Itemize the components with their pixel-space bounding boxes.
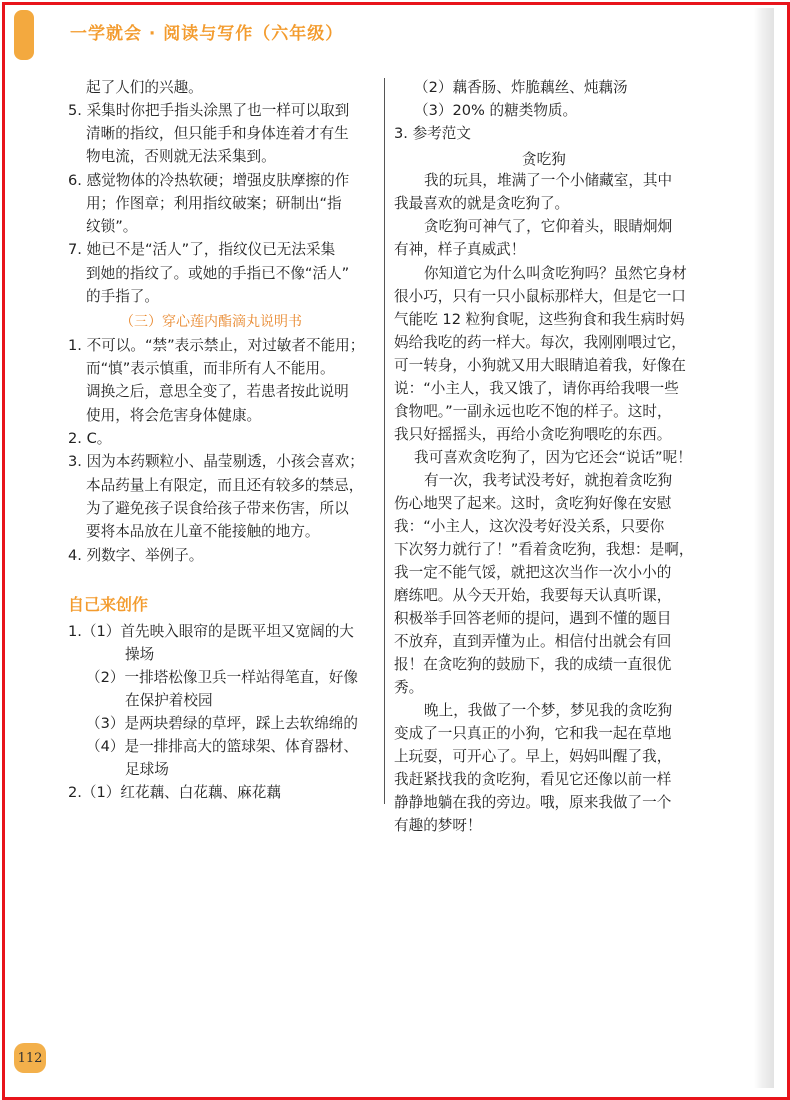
text-line: 食物吧。”一副永远也吃不饱的样子。这时， xyxy=(394,403,672,420)
text-line: 我的玩具，堆满了一个小储藏室，其中 xyxy=(424,172,673,189)
book-title: 一学就会 · 阅读与写作（六年级） xyxy=(70,24,344,44)
text-line: 7. 她已不是“活人”了，指纹仪已无法采集 xyxy=(68,241,336,258)
text-line: 足球场 xyxy=(125,761,169,778)
essay-title: 贪吃狗 xyxy=(522,151,566,168)
text-line: 很小巧，只有一只小鼠标那样大，但是它一口 xyxy=(394,288,686,305)
page-number: 112 xyxy=(14,1043,46,1073)
text-line: 有神，样子真威武！ xyxy=(394,241,526,258)
text-line: 我可喜欢贪吃狗了，因为它还会“说话”呢！ xyxy=(414,449,692,466)
text-line: 物电流，否则就无法采集到。 xyxy=(86,148,276,165)
text-line: 使用，将会危害身体健康。 xyxy=(86,407,262,424)
text-line: 调换之后，意思全变了，若患者按此说明 xyxy=(86,383,349,400)
text-line: 说：“小主人，我又饿了，请你再给我喂一些 xyxy=(394,380,679,397)
text-line: 纹锁”。 xyxy=(86,218,138,235)
text-line: 我一定不能气馁，就把这次当作一次小小的 xyxy=(394,564,672,581)
text-line: 有趣的梦呀！ xyxy=(394,817,482,834)
text-line: 3. 因为本药颗粒小、晶莹剔透，小孩会喜欢； xyxy=(68,453,364,470)
text-line: 2. C。 xyxy=(68,430,112,447)
text-line: 本品药量上有限定，而且还有较多的禁忌， xyxy=(86,477,364,494)
text-line: 报！在贪吃狗的鼓励下，我的成绩一直很优 xyxy=(394,656,672,673)
text-line: 在保护着校园 xyxy=(125,692,213,709)
text-line: 5. 采集时你把手指头涂黑了也一样可以取到 xyxy=(68,102,350,119)
header-tab xyxy=(14,10,34,60)
text-line: 下次努力就行了！”看着贪吃狗，我想：是啊， xyxy=(394,541,694,558)
text-line: 气能吃 12 粒狗食呢，这些狗食和我生病时妈 xyxy=(394,311,685,328)
text-line: 2.（1）红花藕、白花藕、麻花藕 xyxy=(68,784,281,801)
text-line: 的手指了。 xyxy=(86,288,159,305)
text-line: 我赶紧找我的贪吃狗，看见它还像以前一样 xyxy=(394,771,672,788)
text-line: 有一次，我考试没考好，就抱着贪吃狗 xyxy=(424,472,673,489)
text-line: 磨练吧。从今天开始，我要每天认真听课， xyxy=(394,587,672,604)
text-line: 1.（1）首先映入眼帘的是既平坦又宽阔的大 xyxy=(68,623,354,640)
text-line: 1. 不可以。“禁”表示禁止，对过敏者不能用； xyxy=(68,337,365,354)
text-line: 6. 感觉物体的冷热软硬；增强皮肤摩擦的作 xyxy=(68,172,350,189)
text-line: 妈给我吃的药一样大。每次，我刚刚喂过它， xyxy=(394,334,686,351)
text-line: 秀。 xyxy=(394,679,424,696)
text-line: 4. 列数字、举例子。 xyxy=(68,547,204,564)
text-line: 到她的指纹了。或她的手指已不像“活人” xyxy=(86,265,350,282)
text-line: （3）20% 的糖类物质。 xyxy=(414,102,578,119)
text-line: 积极举手回答老师的提问，遇到不懂的题目 xyxy=(394,610,672,627)
text-line: （2）藕香肠、炸脆藕丝、炖藕汤 xyxy=(414,79,628,96)
text-line: 不放弃，直到弄懂为止。相信付出就会有回 xyxy=(394,633,672,650)
text-line: 起了人们的兴趣。 xyxy=(86,79,203,96)
text-line: 晚上，我做了一个梦，梦见我的贪吃狗 xyxy=(424,702,673,719)
text-line: 静静地躺在我的旁边。哦，原来我做了一个 xyxy=(394,794,672,811)
text-line: 操场 xyxy=(125,646,155,663)
text-line: 要将本品放在儿童不能接触的地方。 xyxy=(86,523,320,540)
text-line: 清晰的指纹，但只能手和身体连着才有生 xyxy=(86,125,349,142)
section-title: （三）穿心莲内酯滴丸说明书 xyxy=(120,314,302,330)
text-line: 变成了一只真正的小狗，它和我一起在草地 xyxy=(394,725,672,742)
book-spine-shadow xyxy=(754,8,774,1088)
text-line: 用；作图章；利用指纹破案；研制出“指 xyxy=(86,195,342,212)
column-divider xyxy=(384,78,385,804)
text-line: 你知道它为什么叫贪吃狗吗？虽然它身材 xyxy=(424,265,687,282)
text-line: 可一转身，小狗就又用大眼睛追着我，好像在 xyxy=(394,357,686,374)
text-line: 伤心地哭了起来。这时，贪吃狗好像在安慰 xyxy=(394,495,672,512)
section-title: 自己来创作 xyxy=(68,595,149,614)
text-line: 3. 参考范文 xyxy=(394,125,471,142)
text-line: 上玩耍，可开心了。早上，妈妈叫醒了我， xyxy=(394,748,672,765)
text-line: （2）一排塔松像卫兵一样站得笔直，好像 xyxy=(86,669,358,686)
text-line: （4）是一排排高大的篮球架、体育器材、 xyxy=(86,738,358,755)
text-line: 我只好摇摇头，再给小贪吃狗喂吃的东西。 xyxy=(394,426,672,443)
text-line: 我：“小主人，这次没考好没关系，只要你 xyxy=(394,518,665,535)
text-line: （3）是两块碧绿的草坪，踩上去软绵绵的 xyxy=(86,715,358,732)
text-line: 贪吃狗可神气了，它仰着头，眼睛炯炯 xyxy=(424,218,673,235)
text-line: 而“慎”表示慎重，而非所有人不能用。 xyxy=(86,360,335,377)
text-line: 我最喜欢的就是贪吃狗了。 xyxy=(394,195,570,212)
text-line: 为了避免孩子误食给孩子带来伤害，所以 xyxy=(86,500,349,517)
